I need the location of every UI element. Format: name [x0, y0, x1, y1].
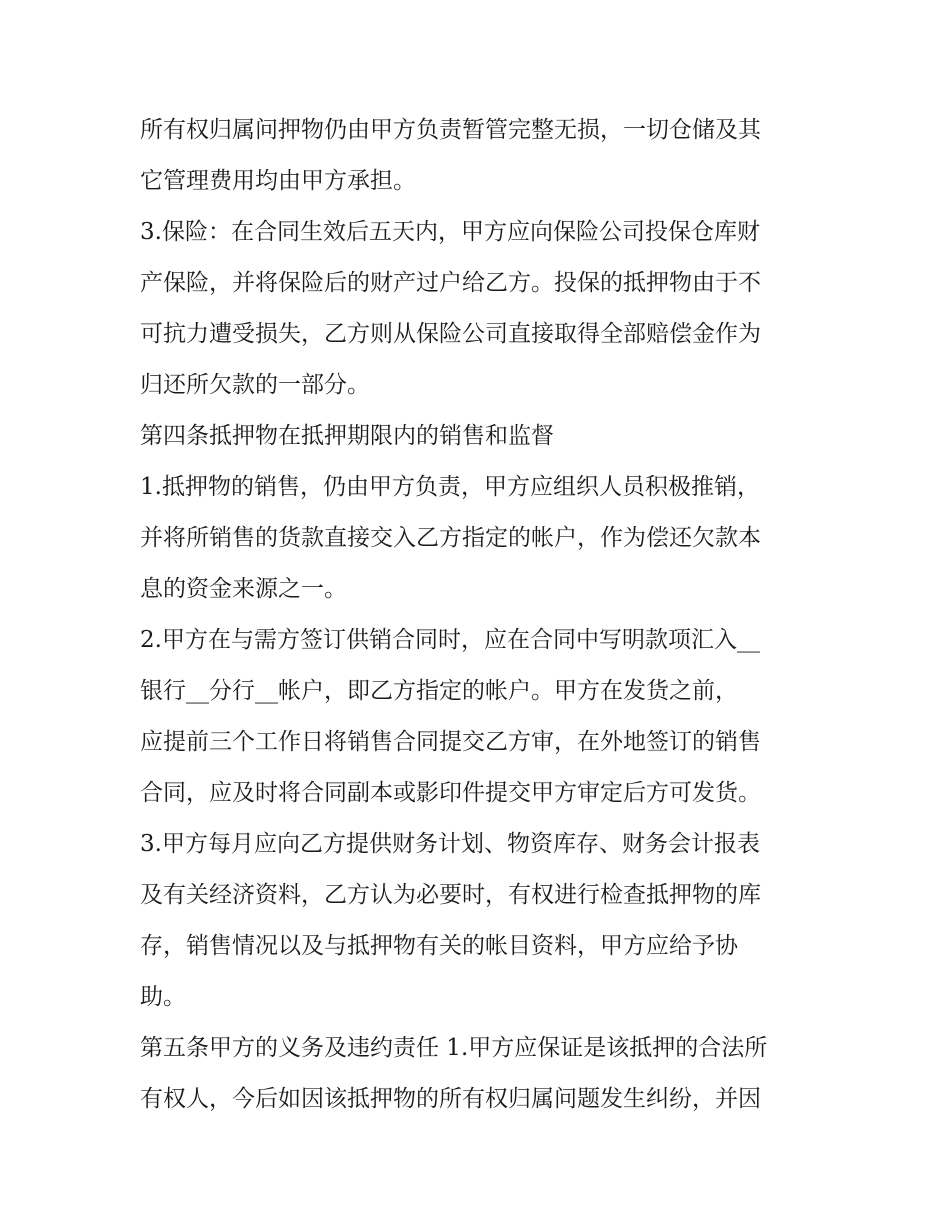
- text-line: 存，销售情况以及与抵押物有关的帐目资料，甲方应给予协: [140, 933, 738, 959]
- section-heading: 第五条甲方的义务及违约责任 1.甲方应保证是该抵押的合法所: [140, 1035, 768, 1061]
- text-line: 3.甲方每月应向乙方提供财务计划、物资库存、财务会计报表: [140, 831, 760, 857]
- text-line: 助。: [140, 984, 186, 1010]
- document-body: [140, 105, 820, 1125]
- text-line: 它管理费用均由甲方承担。: [140, 168, 416, 194]
- text-line: 3.保险：在合同生效后五天内，甲方应向保险公司投保仓库财: [140, 219, 760, 245]
- text-line: 并将所销售的货款直接交入乙方指定的帐户，作为偿还欠款本: [140, 525, 761, 551]
- text-line: 及有关经济资料，乙方认为必要时，有权进行检查抵押物的库: [140, 882, 761, 908]
- text-line: 归还所欠款的一部分。: [140, 372, 370, 398]
- text-line: 可抗力遭受损失，乙方则从保险公司直接取得全部赔偿金作为: [140, 321, 761, 347]
- text-line: 2.甲方在与需方签订供销合同时，应在合同中写明款项汇入__: [140, 627, 760, 653]
- section-heading: 第四条抵押物在抵押期限内的销售和监督: [140, 423, 554, 449]
- text-line: 产保险，并将保险后的财产过户给乙方。投保的抵押物由于不: [140, 270, 761, 296]
- text-line: 合同，应及时将合同副本或影印件提交甲方审定后方可发货。: [140, 780, 761, 806]
- text-line: 1.抵押物的销售，仍由甲方负责，甲方应组织人员积极推销，: [140, 474, 760, 500]
- text-line: 息的资金来源之一。: [140, 576, 347, 602]
- text-line: 所有权归属问押物仍由甲方负责暂管完整无损，一切仓储及其: [140, 117, 761, 143]
- text-line: 有权人，今后如因该抵押物的所有权归属问题发生纠纷，并因: [140, 1086, 761, 1112]
- text-line: 应提前三个工作日将销售合同提交乙方审，在外地签订的销售: [140, 729, 761, 755]
- text-line: 银行__分行__帐户，即乙方指定的帐户。甲方在发货之前，: [140, 678, 738, 704]
